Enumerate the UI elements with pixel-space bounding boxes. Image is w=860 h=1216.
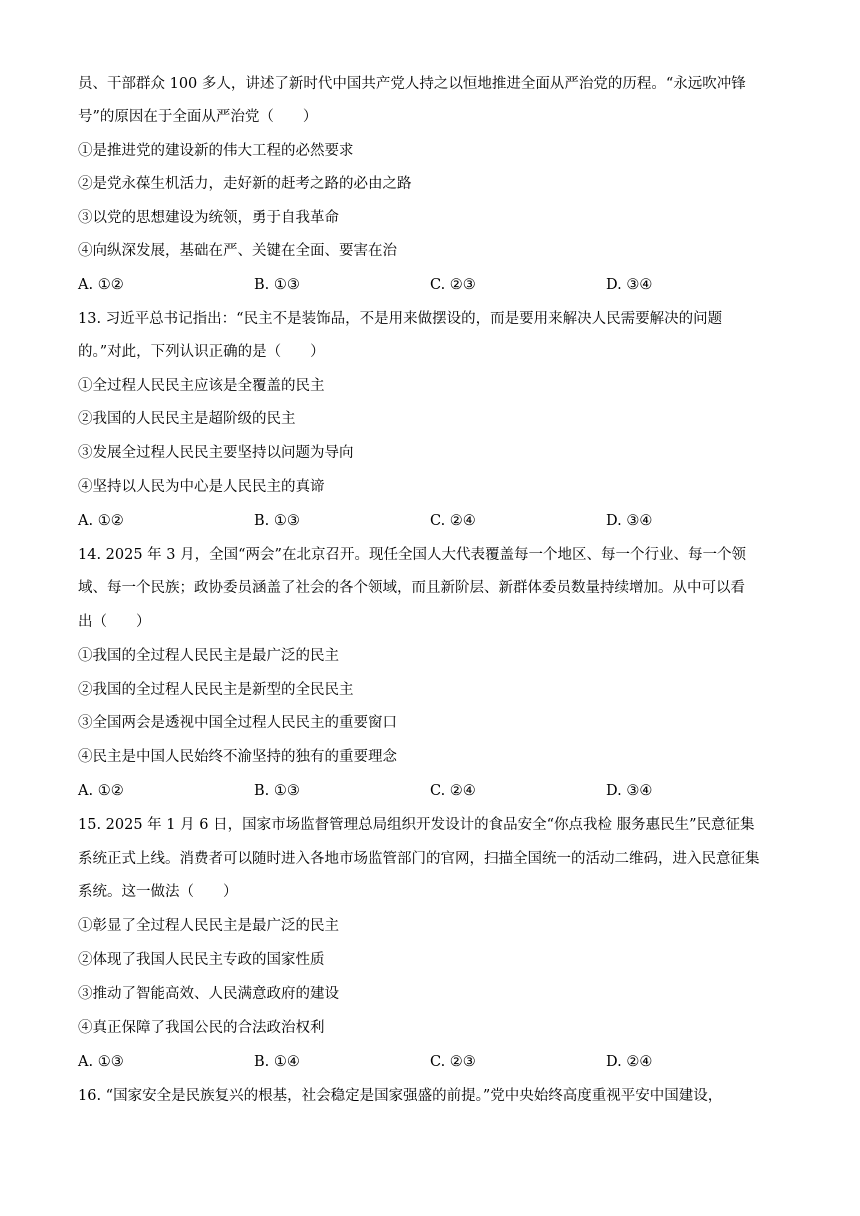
q12-item-2: ②是党永葆生机活力，走好新的赶考之路的必由之路 <box>78 176 412 192</box>
q13-option-c: C. ②④ <box>430 513 476 529</box>
q16-stem-line-1: 16. “国家安全是民族复兴的根基，社会稳定是国家强盛的前提。”党中央始终高度重视平安中国建设， <box>78 1088 723 1104</box>
q15-item-2: ②体现了我国人民民主专政的国家性质 <box>78 952 325 968</box>
q12-stem-line-1: 员、干部群众 100 多人，讲述了新时代中国共产党人持之以恒地推进全面从严治党的历程。“永远吹冲锋 <box>78 76 746 92</box>
q15-stem-line-2: 系统正式上线。消费者可以随时进入各地市场监管部门的官网，扫描全国统一的活动二维码，进入民意征集 <box>78 851 760 867</box>
q15-options <box>78 1052 798 1072</box>
q12-options <box>78 275 798 295</box>
q14-option-c: C. ②④ <box>430 783 476 799</box>
q12-option-d: D. ③④ <box>606 277 653 293</box>
q12-option-c: C. ②③ <box>430 277 476 293</box>
q15-stem-line-3: 系统。这一做法（ ） <box>78 884 238 900</box>
q14-stem-line-3: 出（ ） <box>78 614 151 630</box>
q15-item-1: ①彰显了全过程人民民主是最广泛的民主 <box>78 918 339 934</box>
q12-option-b: B. ①③ <box>254 277 300 293</box>
q13-item-3: ③发展全过程人民民主要坚持以问题为导向 <box>78 445 354 461</box>
q13-options <box>78 511 798 531</box>
q12-stem-line-2: 号”的原因在于全面从严治党（ ） <box>78 109 318 125</box>
q14-item-1: ①我国的全过程人民民主是最广泛的民主 <box>78 648 339 664</box>
q12-item-1: ①是推进党的建设新的伟大工程的必然要求 <box>78 143 354 159</box>
q14-item-2: ②我国的全过程人民民主是新型的全民民主 <box>78 682 354 698</box>
q13-stem-line-1: 13. 习近平总书记指出：“民主不是装饰品，不是用来做摆设的，而是要用来解决人民需要解决的问题 <box>78 311 723 327</box>
q13-item-2: ②我国的人民民主是超阶级的民主 <box>78 411 296 427</box>
q13-item-1: ①全过程人民民主应该是全覆盖的民主 <box>78 378 325 394</box>
q14-item-4: ④民主是中国人民始终不渝坚持的独有的重要理念 <box>78 749 397 765</box>
q15-option-a: A. ①③ <box>78 1054 124 1070</box>
q13-stem-line-2: 的。”对此，下列认识正确的是（ ） <box>78 344 325 360</box>
q12-option-a: A. ①② <box>78 277 124 293</box>
q14-option-b: B. ①③ <box>254 783 300 799</box>
q13-item-4: ④坚持以人民为中心是人民民主的真谛 <box>78 479 325 495</box>
q14-option-d: D. ③④ <box>606 783 653 799</box>
q14-options <box>78 781 798 801</box>
q13-option-a: A. ①② <box>78 513 124 529</box>
q14-stem-line-1: 14. 2025 年 3 月，全国“两会”在北京召开。现任全国人大代表覆盖每一个地区、每一个行业、每一个领 <box>78 547 746 563</box>
q13-option-b: B. ①③ <box>254 513 300 529</box>
q15-stem-line-1: 15. 2025 年 1 月 6 日，国家市场监督管理总局组织开发设计的食品安全“你点我检 服务惠民生”民意征集 <box>78 817 755 833</box>
q15-option-b: B. ①④ <box>254 1054 300 1070</box>
q14-option-a: A. ①② <box>78 783 124 799</box>
q15-item-4: ④真正保障了我国公民的合法政治权利 <box>78 1020 325 1036</box>
q15-option-d: D. ②④ <box>606 1054 653 1070</box>
q12-item-3: ③以党的思想建设为统领，勇于自我革命 <box>78 210 339 226</box>
q13-option-d: D. ③④ <box>606 513 653 529</box>
q12-item-4: ④向纵深发展，基础在严、关键在全面、要害在治 <box>78 243 397 259</box>
q15-item-3: ③推动了智能高效、人民满意政府的建设 <box>78 986 339 1002</box>
q14-stem-line-2: 域、每一个民族；政协委员涵盖了社会的各个领域，而且新阶层、新群体委员数量持续增加。从中可以看 <box>78 580 745 596</box>
q15-option-c: C. ②③ <box>430 1054 476 1070</box>
q14-item-3: ③全国两会是透视中国全过程人民民主的重要窗口 <box>78 715 397 731</box>
